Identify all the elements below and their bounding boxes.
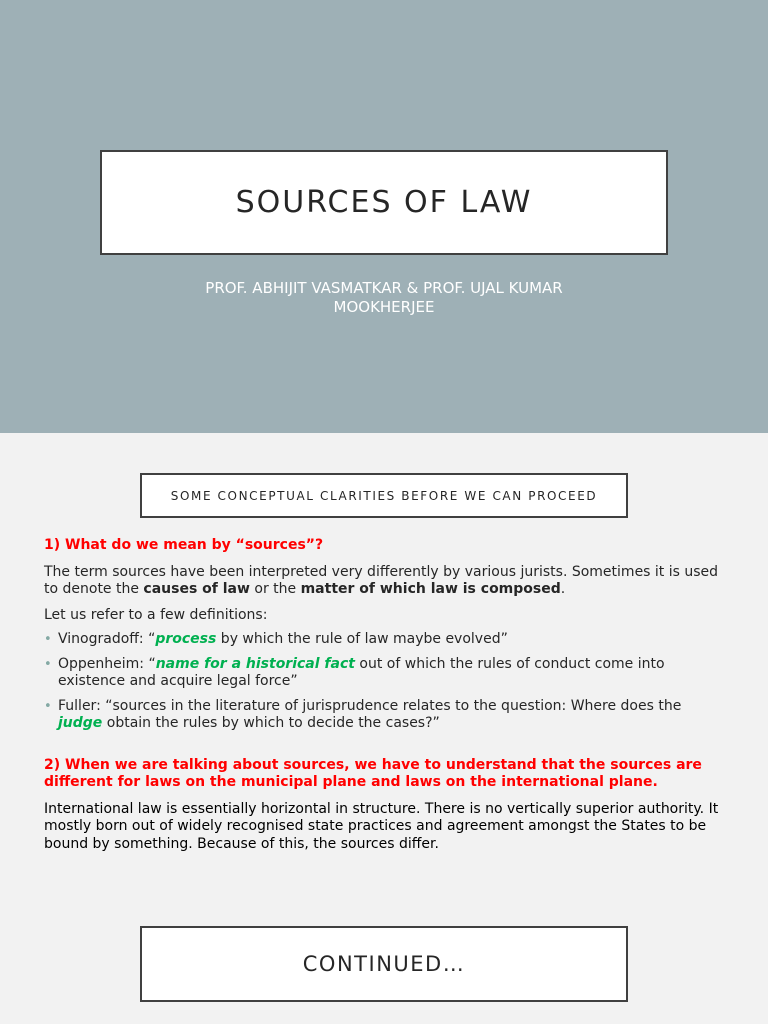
subtitle-line: PROF. ABHIJIT VASMATKAR & PROF. UJAL KUMAR bbox=[205, 279, 563, 297]
paragraph-sources bbox=[44, 564, 724, 599]
question-1: 1) What do we mean by “sources”? bbox=[44, 537, 324, 553]
bold-text: matter of which law is composed bbox=[300, 581, 561, 597]
bullet-icon: • bbox=[44, 656, 52, 672]
text-run: . bbox=[560, 581, 566, 597]
text-run: by which the rule of law maybe evolved” bbox=[216, 631, 508, 647]
paragraph-definitions: Let us refer to a few definitions: bbox=[44, 606, 268, 623]
green-emphasis: name for a historical fact bbox=[155, 655, 355, 672]
paragraph-international: International law is essentially horizontal in structure. There is no vertically superior authority. It mostly born out of widely recognised state practices and agreement amongst the States to be bound by something. Because of this, the sources differ. bbox=[44, 800, 719, 852]
bold-text: causes of law bbox=[143, 581, 250, 597]
green-emphasis: process bbox=[155, 631, 217, 647]
continued-label: CONTINUED… bbox=[302, 952, 466, 976]
text-run: Fuller: “sources in the literature of jurisprudence relates to the question: Where does the bbox=[58, 697, 682, 714]
title-box bbox=[100, 150, 668, 255]
title-slide bbox=[0, 0, 768, 433]
text-run: Oppenheim: “ bbox=[58, 655, 156, 672]
bullet-icon: • bbox=[44, 632, 52, 647]
text-run: Vinogradoff: “ bbox=[58, 631, 156, 647]
text-run: or the bbox=[249, 581, 301, 597]
bullet-icon: • bbox=[44, 698, 52, 714]
text-run: The term sources have been interpreted very differently by various jurists. Sometimes it is used to denote the bbox=[44, 563, 719, 597]
green-emphasis: judge bbox=[58, 715, 103, 731]
continued-box bbox=[140, 926, 628, 1002]
list-item bbox=[44, 631, 724, 649]
slide-heading: SOME CONCEPTUAL CLARITIES BEFORE WE CAN PROCEED bbox=[170, 488, 598, 503]
slide-title: SOURCES OF LAW bbox=[235, 185, 533, 220]
subtitle-line: MOOKHERJEE bbox=[333, 298, 435, 316]
question-2: 2) When we are talking about sources, we have to understand that the sources are different for laws on the municipal plane and laws on the international plane. bbox=[44, 756, 702, 790]
list-item bbox=[44, 656, 724, 691]
slide-content bbox=[44, 537, 724, 853]
content-slide bbox=[0, 433, 768, 1024]
text-run: obtain the rules by which to decide the cases?” bbox=[102, 715, 440, 731]
list-item bbox=[44, 698, 724, 733]
slide-subtitle bbox=[150, 279, 618, 317]
text-run: out of which the rules of conduct come into existence and acquire legal force” bbox=[58, 655, 665, 689]
heading-box bbox=[140, 473, 628, 518]
definitions-list bbox=[44, 631, 724, 733]
